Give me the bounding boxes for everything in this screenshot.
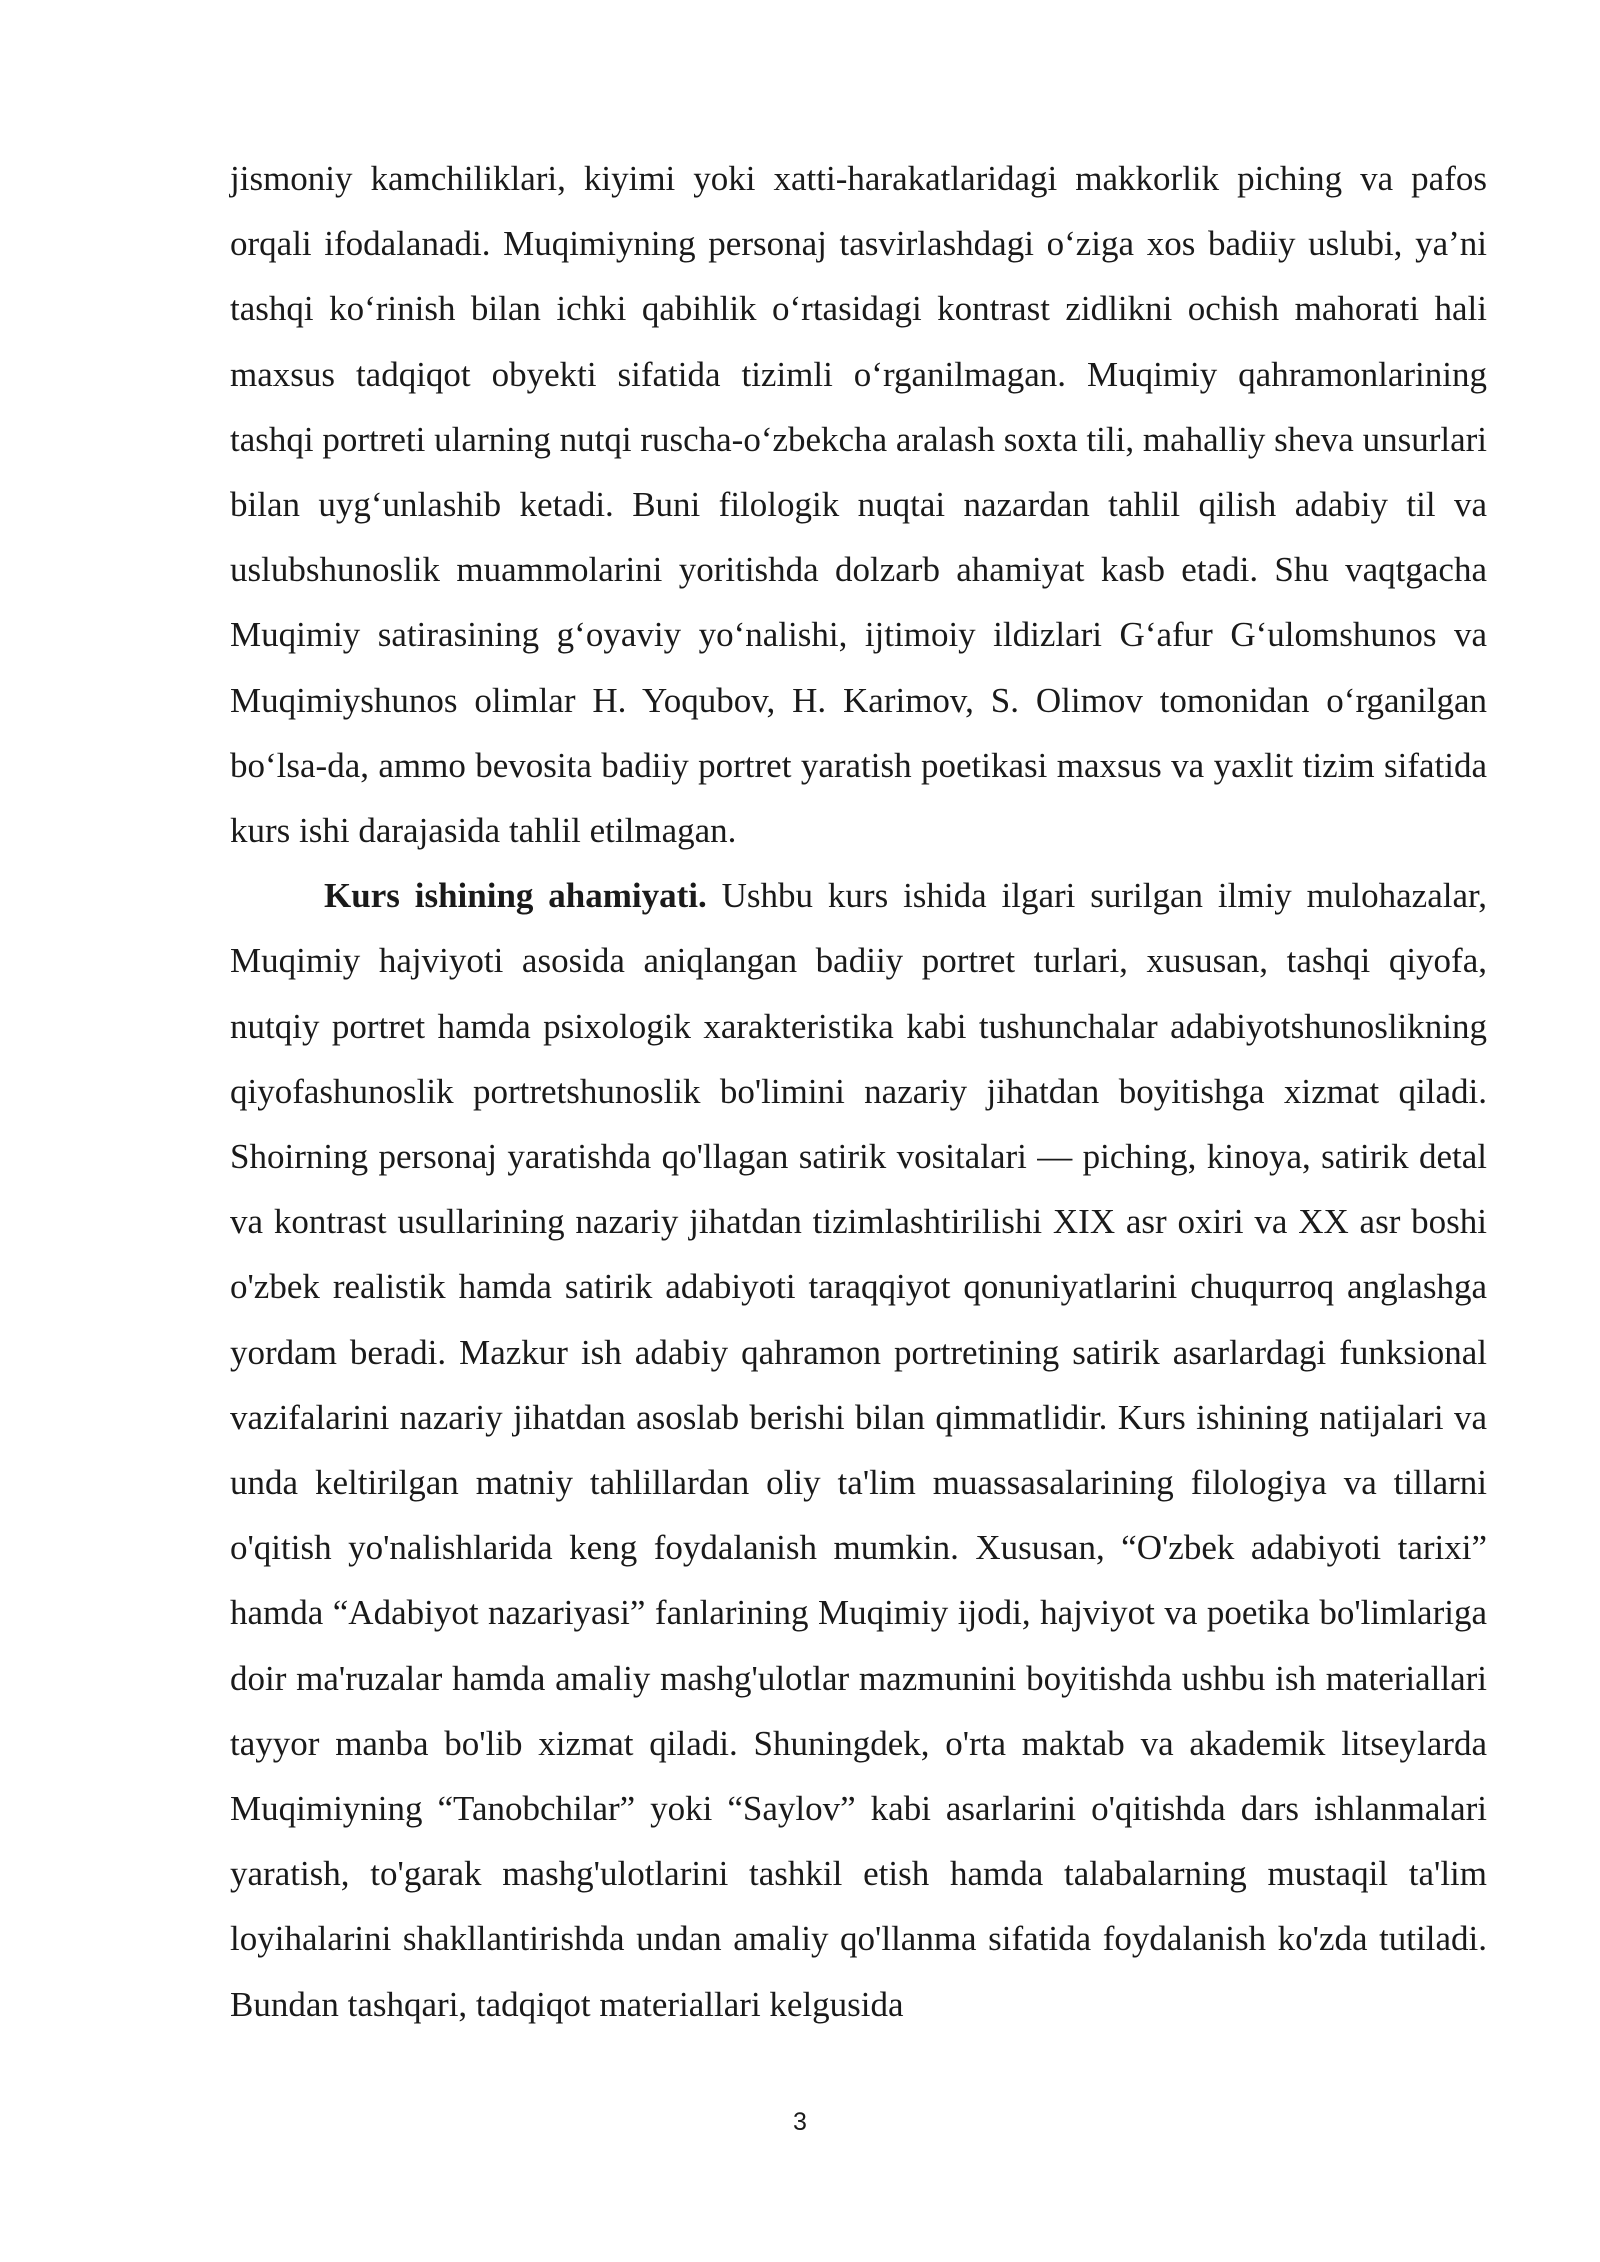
page-number: 3 (793, 2108, 807, 2136)
body-text (230, 146, 1487, 2037)
paragraph-significance (230, 863, 1487, 2037)
paragraph-significance-body: Ushbu kurs ishida ilgari surilgan ilmiy mulohazalar, Muqimiy hajviyoti asosida aniqlangan badiiy portret turlari, xususan, tashqi qiyofa, nutqiy portret hamda psixologik xarakteristika kabi tushunchalar adabiyotshunoslikning qiyofashunoslik portretshunoslik bo'limini nazariy jihatdan boyitishga xizmat qiladi. Shoirning personaj yaratishda qo'llagan satirik vositalari — piching, kinoya, satirik detal va kontrast usullarining nazariy jihatdan tizimlashtirilishi XIX asr oxiri va XX asr boshi o'zbek realistik hamda satirik adabiyoti taraqqiyot qonuniyatlarini chuqurroq anglashga yordam beradi. Mazkur ish adabiy qahramon portretining satirik asarlardagi funksional vazifalarini nazariy jihatdan asoslab berishi bilan qimmatlidir. Kurs ishining natijalari va unda keltirilgan matniy tahlillardan oliy ta'lim muassasalarining filologiya va tillarni o'qitish yo'nalishlarida keng foydalanish mumkin. Xususan, “O'zbek adabiyoti tarixi” hamda “Adabiyot nazariyasi” fanlarining Muqimiy ijodi, hajviyot va poetika bo'limlariga doir ma'ruzalar hamda amaliy mashg'ulotlar mazmunini boyitishda ushbu ish materiallari tayyor manba bo'lib xizmat qiladi. Shuningdek, o'rta maktab va akademik litseylarda Muqimiyning “Tanobchilar” yoki “Saylov” kabi asarlarini o'qitishda dars ishlanmalari yaratish, to'garak mashg'ulotlarini tashkil etish hamda talabalarning mustaqil ta'lim loyihalarini shakllantirishda undan amaliy qo'llanma sifatida foydalanish ko'zda tutiladi. Bundan tashqari, tadqiqot materiallari kelgusida (230, 876, 1487, 2024)
section-heading-significance: Kurs ishining ahamiyati. (324, 876, 707, 916)
paragraph-continuation: jismoniy kamchiliklari, kiyimi yoki xatti-harakatlaridagi makkorlik piching va pafos orqali ifodalanadi. Muqimiyning personaj tasvirlashdagi o‘ziga xos badiiy uslubi, ya’ni tashqi ko‘rinish bilan ichki qabihlik o‘rtasidagi kontrast zidlikni ochish mahorati hali maxsus tadqiqot obyekti sifatida tizimli o‘rganilmagan. Muqimiy qahramonlarining tashqi portreti ularning nutqi ruscha-o‘zbekcha aralash soxta tili, mahalliy sheva unsurlari bilan uyg‘unlashib ketadi. Buni filologik nuqtai nazardan tahlil qilish adabiy til va uslubshunoslik muammolarini yoritishda dolzarb ahamiyat kasb etadi. Shu vaqtgacha Muqimiy satirasining g‘oyaviy yo‘nalishi, ijtimoiy ildizlari G‘afur G‘ulomshunos va Muqimiyshunos olimlar H. Yoqubov, H. Karimov, S. Olimov tomonidan o‘rganilgan bo‘lsa-da, ammo bevosita badiiy portret yaratish poetikasi maxsus va yaxlit tizim sifatida kurs ishi darajasida tahlil etilmagan. (230, 159, 1487, 851)
